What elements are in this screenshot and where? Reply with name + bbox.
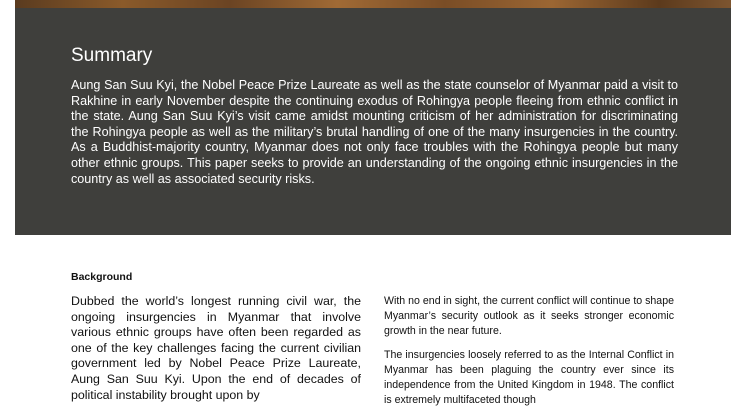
header-photo bbox=[15, 0, 731, 8]
summary-box bbox=[15, 8, 731, 235]
right-paragraph-1: With no end in sight, the current conflict will continue to shape Myanmar’s security outlook as it seeks stronger economic growth in the near future. bbox=[384, 295, 674, 338]
right-paragraph-2: The insurgencies loosely referred to as the Internal Conflict in Myanmar has been plaguing the country ever since its independence from the United Kingdom in 1948. The conflict is extremely multifaceted though bbox=[384, 348, 674, 407]
summary-text: Aung San Suu Kyi, the Nobel Peace Prize Laureate as well as the state counselor of Myanmar paid a visit to Rakhine in early November despite the continuing exodus of Rohingya people fleeing from ethnic conflict in the state. Aung San Suu Kyi’s visit came amidst mounting criticism of her administration for discriminating the Rohingya people as well as the military’s brutal handling of one of the many insurgencies in the country. As a Buddhist-majority country, Myanmar does not only face troubles with the Rohingya people but many other ethnic groups. This paper seeks to provide an understanding of the ongoing ethnic insurgencies in the country as well as associated security risks. bbox=[71, 78, 678, 186]
summary-title: Summary bbox=[71, 45, 153, 66]
background-heading: Background bbox=[71, 271, 133, 283]
background-left-column: Dubbed the world’s longest running civil war, the ongoing insurgencies in Myanmar that involve various ethnic groups have often been regarded as one of the key challenges facing the current civilian government led by Nobel Peace Prize Laureate, Aung San Suu Kyi. Upon the end of decades of political instability brought upon by bbox=[71, 294, 361, 402]
background-right-column bbox=[384, 294, 674, 416]
